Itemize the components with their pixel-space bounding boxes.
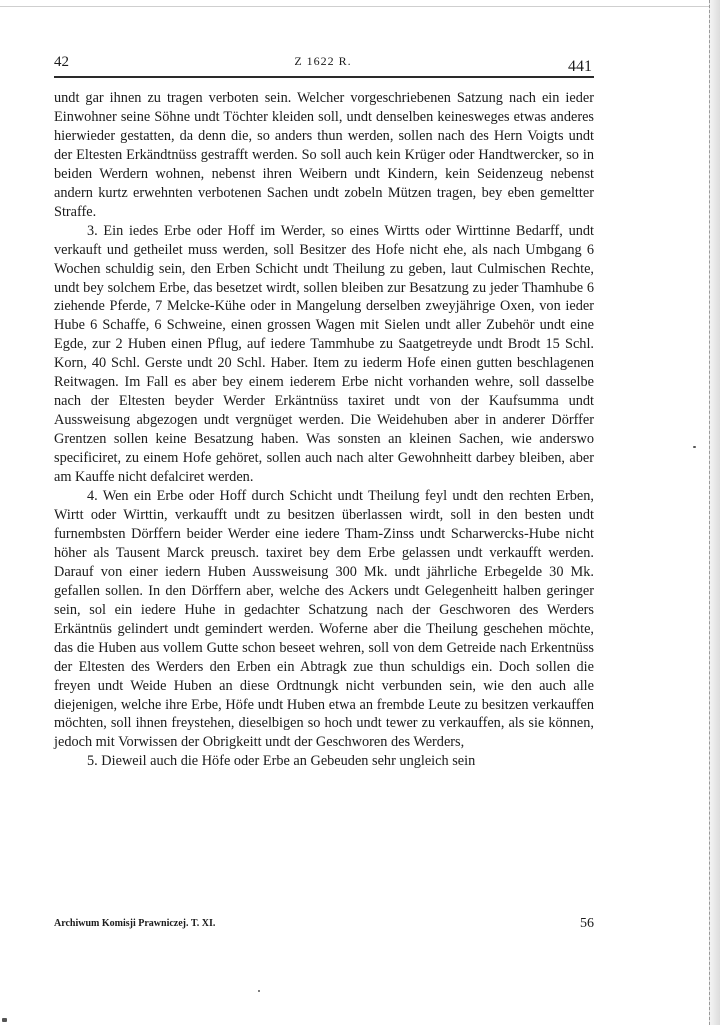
running-title: Z 1622 R. [294,54,352,68]
paragraph-4: 4. Wen ein Erbe oder Hoff durch Schicht undt Theilung feyl undt den rechten Erben, Wirtt oder Wirttin, verkaufft undt zu besitzen überlassen wirdt, soll in den besten undt furnembsten Dörffern beider Werder eine iedere Tham-Zinss undt Scharwercks-Hube nicht höher als Tausent Marck preusch. taxiret bey dem Erbe gelassen undt verkaufft werden. Darauf von einer iedern Huben Aussweisung 300 Mk. undt jährliche Erbegelde 30 Mk. gefallen sollen. In den Dörffern aber, welche des Ackers undt Gelegenheitt halben geringer sein, sol ein iedere Huhe in gedachter Schatzung nach der Geschworen des Werders Erkäntnüs gelindert undt gemindert werden. Woferne aber die Theilung geschehen möchte, das die Huben aus vollem Gutte schon beseet wehren, soll von dem Getreide nach Erkentnüss der Eltesten des Werders den Erben ein Abtragk zue thun schuldigs ein. Doch sollen die freyen undt Weide Huben an diese Ordtnungk nicht verbunden sein, wie den auch alle diejenigen, welche ihre Erbe, Höfe undt Huben etwa an frembde Leute zu besitzen verkauffen möchten, soll ihnen freystehen, dieselbigen so hoch undt tewer zu verkauffen, als sie können, jedoch mit Vorwissen der Obrigkeitt undt der Geschworen des Werders, [54,488,594,751]
signature-mark: 56 [580,916,594,931]
paragraph-continuation: undt gar ihnen zu tragen verboten sein. Welcher vorgeschriebenen Satzung nach ein ieder Einwohner seine Söhne undt Töchter kleiden soll, undt denselben keinesweges etwas anderes hierwieder gestatten, da denn die, so anders thun werden, sollen nach des Hern Voigts undt der Eltesten Erkändtnüss gestrafft werden. So soll auch kein Krüger oder Handtwercker, so in beiden Werdern wohnen, nebenst ihren Weibern undt Kindern, kein Seidenzeug nebenst andern kurtz erwehnten verbotenen Sachen undt zobeln Mützen tragen, bey eben gemeltter Straffe. [54,90,594,220]
scan-top-edge [0,0,720,7]
page-number-right: 441 [568,58,592,75]
source-citation: Archiwum Komisji Prawniczej. T. XI. [54,918,216,929]
page-number-left: 42 [54,54,69,70]
scan-speck [2,1018,7,1022]
paragraph-5: 5. Dieweil auch die Höfe oder Erbe an Gebeuden sehr ungleich sein [87,753,476,770]
page-footer [54,916,594,934]
paragraph-3: 3. Ein iedes Erbe oder Hoff im Werder, so eines Wirtts oder Wirttinne Bedarff, undt verkauft und getheilet muss werden, soll Besitzer des Hofe nicht ehe, als nach Umbgang 6 Wochen schuldig sein, den Erben Schicht undt Theilung zu geben, laut Culmischen Rechte, undt bey solchem Erbe, das besetzet wirdt, sollen bleiben zur Besatzung zu jeder Thamhube 6 ziehende Pferde, 7 Melcke-Kühe oder in Mangelung derselben zweyjährige Oxen, von ieder Hube 6 Schaffe, 6 Schweine, einen grossen Wagen mit Sielen undt aller Zubehör undt eine Egde, zur 2 Huben einen Pflug, auf iedere Tammhube zu Saatgetreyde undt Brodt 15 Schl. Korn, 40 Schl. Gerste undt 20 Schl. Haber. Item zu iederm Hofe einen gutten beschlagenen Reitwagen. Im Fall es aber bey einem iederem Erbe nicht vorhanden wehre, soll dasselbe nach der Eltesten beyder Werder Erkäntnüss taxiret undt von der Kaufsumma undt Aussweisung abgezogen undt vergnüget werden. Die Weidehuben aber in anderer Dörffer Grentzen sollen keine Besatzung haben. Was sonsten an kleinen Sachen, wie anderswo specificiret, zu einem Hofe gehöret, sollen auch nach alter Gewohnheitt darbey bleiben, aber am Kauffe nicht defalciret werden. [54,222,594,486]
main-text [54,89,594,771]
scan-speck [258,990,260,992]
running-header [54,52,592,74]
scan-speck [693,446,696,448]
header-rule [54,76,594,78]
scan-right-edge [709,0,720,1025]
